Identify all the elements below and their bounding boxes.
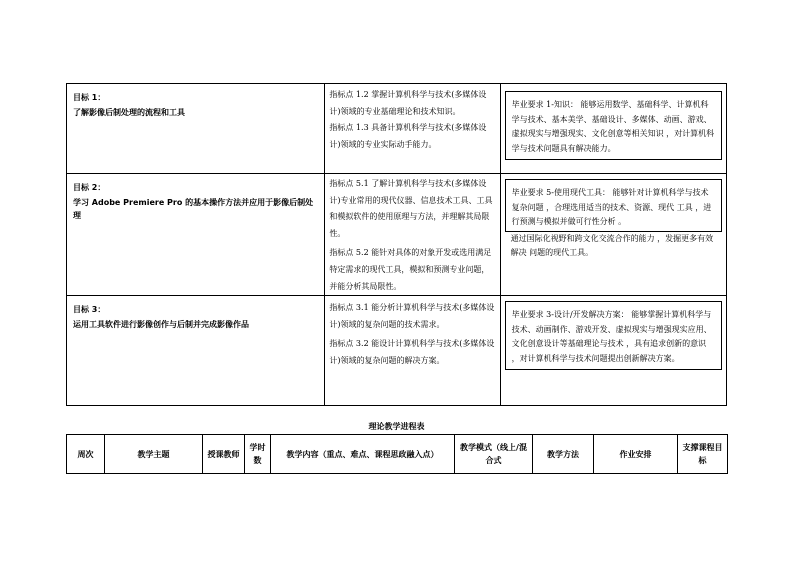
header-hours: 学时数 (245, 435, 271, 474)
header-mode: 教学模式（线上/混合式 (455, 435, 533, 474)
goal-title: 目标 3： (73, 305, 106, 315)
goal-cell (67, 296, 325, 406)
indicator-point: 指标点 5.2 能针对具体的对象开发或选用满足特定需求的现代工具，模拟和预测专业问题，并能分析其局限性。 (329, 248, 492, 291)
graduation-requirement: 毕业要求 5-使用现代工具： 能够针对计算机科学与技术复杂问题 ，合理选用适当的技术、资源、现代 工具 ，进行预测与模拟并做可行性分析 。 (505, 179, 722, 232)
requirement-cell (500, 296, 726, 406)
indicator-cell (325, 84, 500, 174)
schedule-caption: 理论教学进程表 (368, 422, 425, 431)
requirement-cell (500, 84, 726, 174)
indicator-point: 指标点 1.2 掌握计算机科学与技术(多媒体设计)领域的专业基础理论和技术知识。 (329, 90, 487, 116)
header-assignment: 作业安排 (594, 435, 678, 474)
goal-description: 学习 Adobe Premiere Pro 的基本操作方法并应用于影像后制处理 (73, 198, 314, 220)
indicator-cell (325, 174, 500, 296)
goal-row-1 (67, 84, 727, 174)
graduation-requirement: 毕业要求 1-知识： 能够运用数学、基础科学、计算机科学与技术、基本美学、基础设计、多媒体、动画、游戏、虚拟现实与增强现实、文化创意等相关知识 ，对计算机科学与技术问题具有解决能力。 (505, 91, 722, 160)
header-supported-goal: 支撑课程目标 (678, 435, 728, 474)
graduation-requirement-extra: 通过国际化视野和跨文化交流合作的能力 ，发掘更多有效解决 问题的现代工具。 (510, 233, 714, 257)
goal-row-2 (67, 174, 727, 296)
goal-title: 目标 1： (73, 93, 106, 102)
header-content: 教学内容（重点、难点、课程思政融入点） (271, 435, 455, 474)
graduation-requirement: 毕业要求 3-设计/开发解决方案： 能够掌握计算机科学与技术、动画制作、游戏开发、虚拟现实与增强现实应用、文化创意设计等基础理论与技术 ，具有追求创新的意识 ，对计算机科学与技术问题提出创新解决方案。 (505, 301, 722, 370)
goal-description: 了解影像后制处理的流程和工具 (73, 108, 185, 117)
schedule-header-row (67, 435, 728, 474)
indicator-point: 指标点 3.2 能设计计算机科学与技术(多媒体设计)领域的复杂问题的解决方案。 (329, 339, 495, 365)
goal-cell (67, 84, 325, 174)
indicator-point: 指标点 1.3 具备计算机科学与技术(多媒体设计)领域的专业实际动手能力。 (329, 123, 487, 149)
goals-table (66, 83, 727, 406)
goal-title: 目标 2： (73, 183, 106, 192)
header-topic: 教学主题 (105, 435, 203, 474)
indicator-point: 指标点 3.1 能分析计算机科学与技术(多媒体设计)领域的复杂问题的技术需求。 (329, 303, 495, 329)
requirement-cell (500, 174, 726, 296)
goal-row-3 (67, 296, 727, 406)
goal-description: 运用工具软件进行影像创作与后制并完成影像作品 (73, 320, 249, 330)
indicator-point: 指标点 5.1 了解计算机科学与技术(多媒体设计)专业常用的现代仪器、信息技术工具、工具和模拟软件的使用原理与方法，并理解其局限性。 (329, 179, 493, 238)
header-teacher: 授课教师 (203, 435, 245, 474)
header-week: 周次 (67, 435, 105, 474)
header-method: 教学方法 (533, 435, 594, 474)
goal-cell (67, 174, 325, 296)
indicator-cell (325, 296, 500, 406)
schedule-table (66, 434, 728, 474)
